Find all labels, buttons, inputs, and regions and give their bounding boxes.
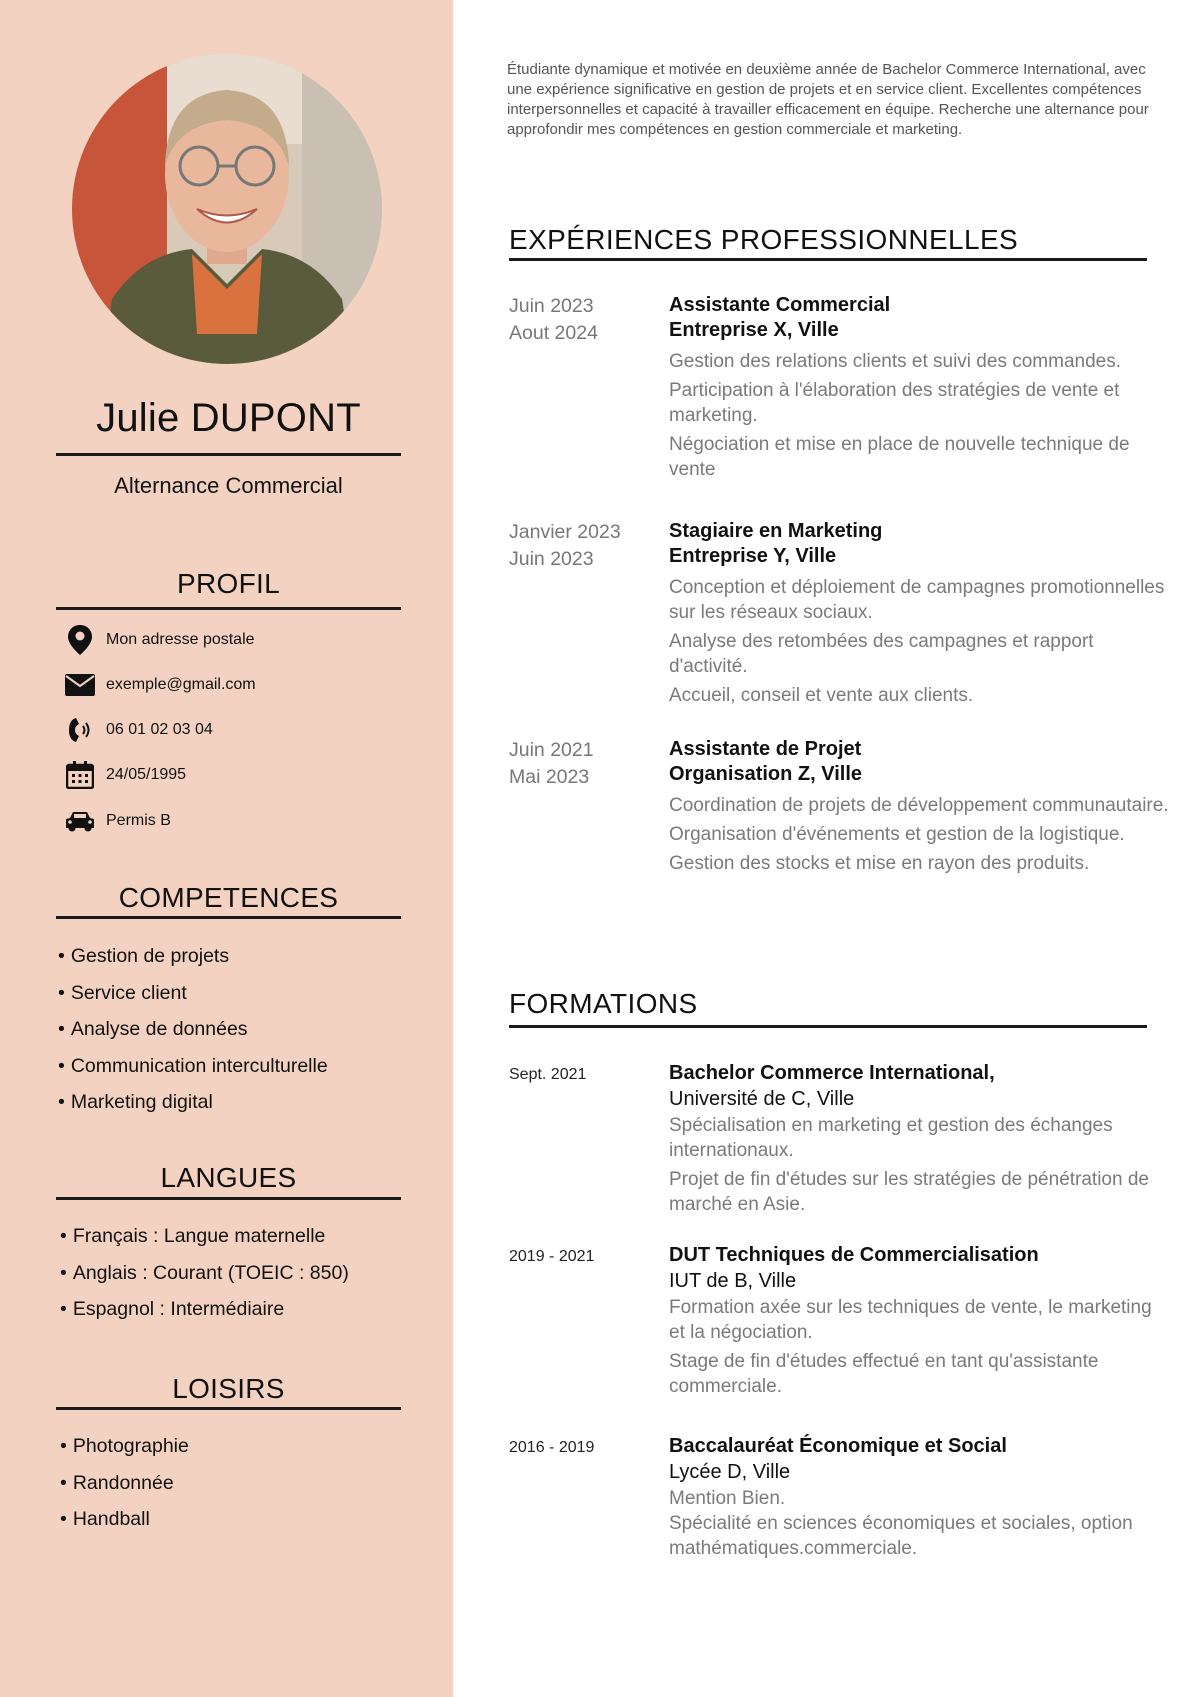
list-item: • Randonnée [60,1471,189,1508]
entry-date: Sept. 2021 [509,1066,587,1083]
detail-item: Projet de fin d'études sur les stratégies de pénétration de marché en Asie. [669,1169,1149,1215]
contact-license [64,805,171,837]
education-section-title: FORMATIONS [509,988,698,1019]
experience-section-title: EXPÉRIENCES PROFESSIONNELLES [509,224,1019,255]
list-item: • Analyse de données [58,1017,328,1054]
contact-address [64,624,255,656]
list-item: • Marketing digital [58,1090,328,1127]
job-title: Assistante de Projet [669,738,862,760]
profile-photo [72,54,382,364]
name-divider [56,453,401,456]
detail-item: Stage de fin d'études effectué en tant qu'assistante commerciale. [669,1351,1099,1397]
company-name: Entreprise Y, Ville [669,545,837,567]
company-name: Organisation Z, Ville [669,763,863,785]
entry-dates [509,737,659,791]
list-item: • Photographie [60,1434,189,1471]
entry-dates [509,519,659,573]
task-item: Négociation et mise en place de nouvelle technique de vente [669,434,1130,480]
skills-section-title: COMPETENCES [118,882,339,913]
candidate-name: Julie DUPONT [96,396,361,440]
task-item: Gestion des stocks et mise en rayon des produits. [669,853,1090,874]
languages-section-title: LANGUES [160,1162,297,1193]
license-text: Permis B [106,812,171,829]
date-end: Mai 2023 [509,766,590,788]
task-item: Participation à l'élaboration des stratégies de vente et marketing. [669,380,1120,426]
languages-divider [56,1197,401,1200]
date-end: Juin 2023 [509,548,594,570]
candidate-subtitle: Alternance Commercial [114,473,343,498]
task-item: Organisation d'événements et gestion de la logistique. [669,824,1125,845]
profile-photo-illustration [72,54,382,364]
calendar-icon [64,759,96,791]
list-item: • Anglais : Courant (TOEIC : 850) [60,1261,349,1298]
profile-section-title: PROFIL [177,568,280,599]
car-icon [64,805,96,837]
list-item: • Communication interculturelle [58,1054,328,1091]
company-name: Entreprise X, Ville [669,319,839,341]
profile-summary: Étudiante dynamique et motivée en deuxième année de Bachelor Commerce International, avec une expérience significative en gestion de projets et en service client. Excellentes compétences interpersonnelles et capacité à travailler efficacement en équipe. Recherche une alternance pour approfondir mes compétences en gestion commerciale et marketing. [507,61,1149,138]
entry-body [669,293,1169,482]
hobbies-list [60,1434,189,1544]
job-title: Stagiaire en Marketing [669,520,883,542]
entry-body [669,737,1169,876]
envelope-icon [64,669,96,701]
entry-date: 2016 - 2019 [509,1439,595,1456]
task-item: Accueil, conseil et vente aux clients. [669,685,974,706]
date-start: Juin 2021 [509,739,594,761]
degree-title: Baccalauréat Économique et Social [669,1435,1007,1457]
entry-dates [509,293,659,347]
languages-list [60,1224,349,1334]
contact-email [64,669,256,701]
school-name: Lycée D, Ville [669,1461,791,1483]
list-item: • Espagnol : Intermédiaire [60,1297,349,1334]
list-item: • Handball [60,1507,189,1544]
experience-divider [509,258,1147,261]
date-start: Juin 2023 [509,295,594,317]
contact-birthdate [64,759,186,791]
date-start: Janvier 2023 [509,521,621,543]
task-item: Analyse des retombées des campagnes et rapport d'activité. [669,631,1094,677]
entry-body [669,1434,1169,1561]
phone-icon [64,714,96,746]
detail-item: Formation axée sur les techniques de vente, le marketing et la négociation. [669,1297,1152,1343]
contact-phone [64,714,213,746]
detail-item: Spécialisation en marketing et gestion des échanges internationaux. [669,1115,1113,1161]
list-item: • Gestion de projets [58,944,328,981]
list-item: • Service client [58,981,328,1018]
task-item: Coordination de projets de développement communautaire. [669,795,1169,816]
entry-body [669,1061,1169,1217]
education-divider [509,1025,1147,1028]
school-name: Université de C, Ville [669,1088,855,1110]
entry-date: 2019 - 2021 [509,1248,595,1265]
school-name: IUT de B, Ville [669,1270,797,1292]
task-item: Gestion des relations clients et suivi des commandes. [669,351,1121,372]
detail-item: Spécialité en sciences économiques et sociales, option mathématiques.commerciale. [669,1513,1133,1559]
hobbies-section-title: LOISIRS [172,1373,285,1404]
entry-body [669,1243,1169,1399]
birthdate-text: 24/05/1995 [106,766,187,783]
location-pin-icon [64,624,96,656]
task-item: Conception et déploiement de campagnes promotionnelles sur les réseaux sociaux. [669,577,1165,623]
skills-divider [56,916,401,919]
skills-list [58,944,328,1127]
phone-text: 06 01 02 03 04 [106,721,213,738]
degree-title: DUT Techniques de Commercialisation [669,1244,1039,1266]
hobbies-divider [56,1407,401,1410]
detail-item: Mention Bien. [669,1488,786,1509]
sidebar [0,0,453,1697]
address-text: Mon adresse postale [106,631,255,648]
degree-title: Bachelor Commerce International, [669,1062,995,1084]
date-end: Aout 2024 [509,322,598,344]
profile-divider [56,607,401,610]
list-item: • Français : Langue maternelle [60,1224,349,1261]
entry-body [669,519,1169,708]
email-text: exemple@gmail.com [106,676,256,693]
job-title: Assistante Commercial [669,294,891,316]
